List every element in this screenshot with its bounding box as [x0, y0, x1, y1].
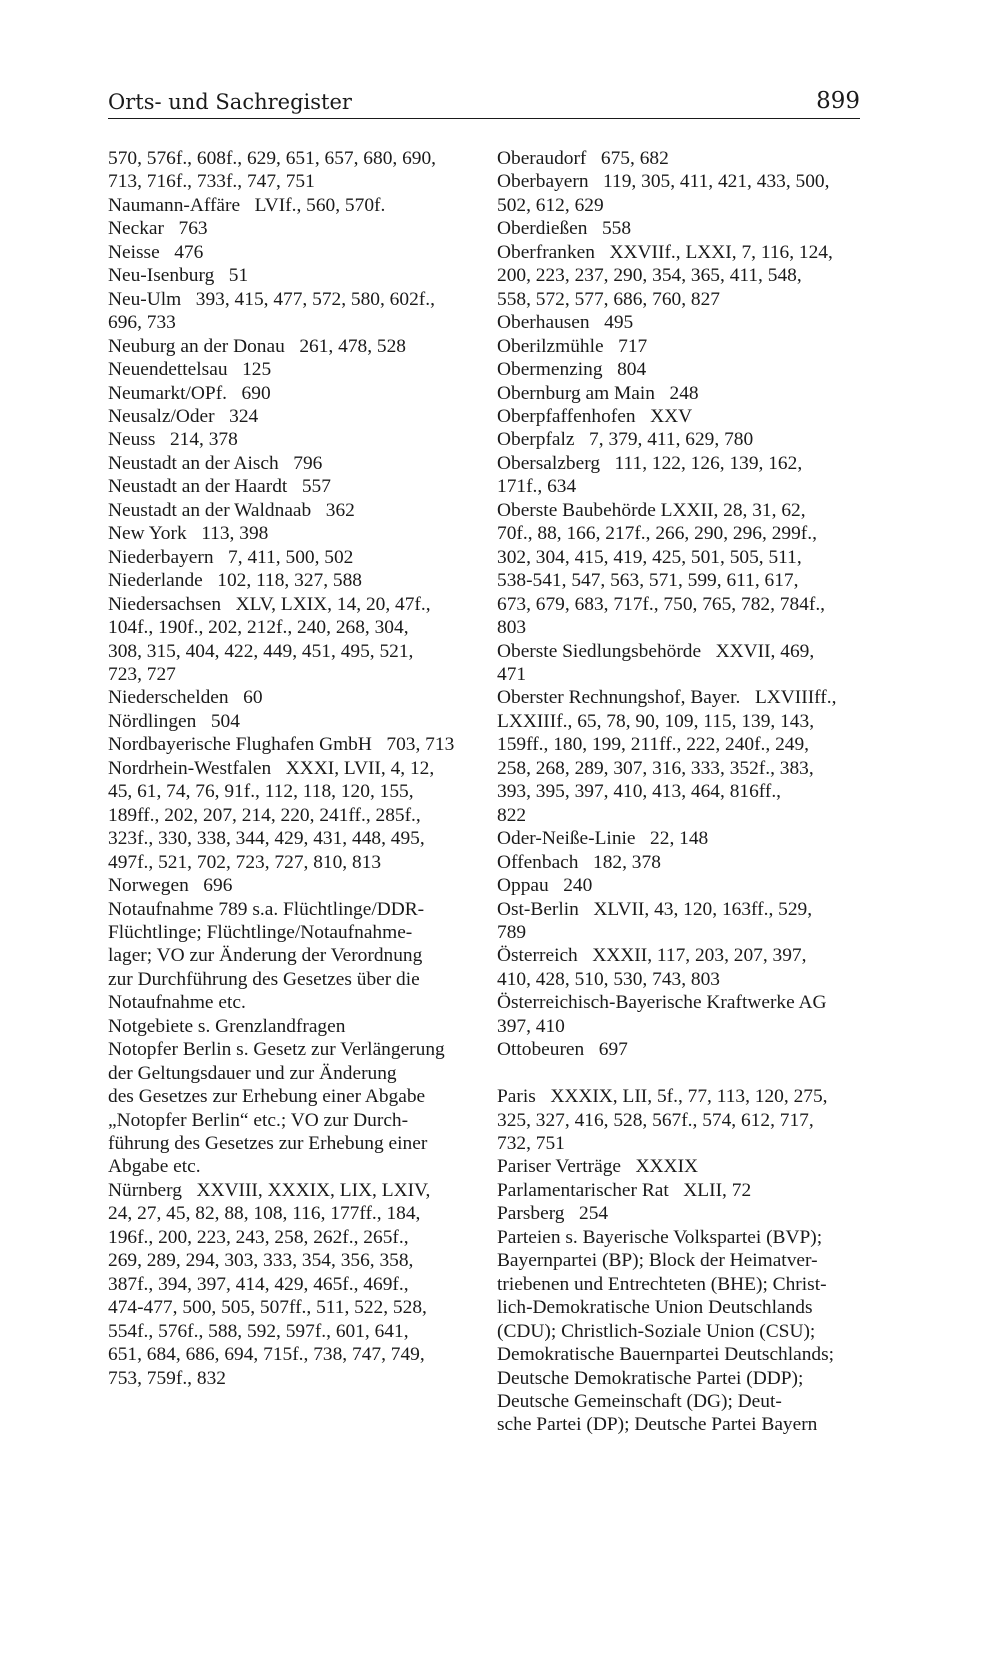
index-entry-line: Ottobeuren 697: [497, 1039, 628, 1061]
index-entry: [497, 686, 865, 827]
index-entry: [108, 264, 473, 287]
index-entry: [497, 382, 865, 405]
index-entry-line: Neckar 763: [108, 218, 208, 240]
index-entry-line: 570, 576f., 608f., 629, 651, 657, 680, 690,: [108, 148, 437, 169]
index-entry-line: Oberilzmühle 717: [497, 335, 648, 357]
index-entry: [108, 382, 473, 405]
index-entry-line: Oberaudorf 675, 682: [497, 148, 669, 169]
index-entry-line: 723, 727: [108, 663, 176, 685]
index-entry-line: Abgabe etc.: [108, 1156, 201, 1178]
index-entry-line: Nordrhein-Westfalen XXXI, LVII, 4, 12,: [108, 757, 435, 779]
index-entry-line: triebenen und Entrechteten (BHE); Christ-: [497, 1273, 827, 1295]
index-entry: [497, 874, 865, 897]
index-entry-line: Offenbach 182, 378: [497, 851, 661, 873]
index-entry-line: 159ff., 180, 199, 211ff., 222, 240f., 249,: [497, 734, 810, 756]
index-entry-line: Neustadt an der Waldnaab 362: [108, 499, 355, 521]
index-entry: [497, 499, 865, 640]
index-entry: [497, 405, 865, 428]
index-entry: [108, 898, 473, 1015]
index-entry-line: 803: [497, 617, 527, 639]
index-entry-line: 410, 428, 510, 530, 743, 803: [497, 968, 720, 990]
index-entry-line: Parteien s. Bayerische Volkspartei (BVP);: [497, 1226, 823, 1248]
section-spacer: [497, 1062, 865, 1085]
index-entry-line: 308, 315, 404, 422, 449, 451, 495, 521,: [108, 640, 414, 662]
index-entry-line: 189ff., 202, 207, 214, 220, 241ff., 285f.,: [108, 804, 421, 826]
index-entry-line: 325, 327, 416, 528, 567f., 574, 612, 717,: [497, 1109, 814, 1131]
index-entry: [108, 241, 473, 264]
index-entry-line: Notaufnahme etc.: [108, 992, 246, 1014]
index-entry-line: Österreich XXXII, 117, 203, 207, 397,: [497, 945, 807, 967]
index-entry-line: 258, 268, 289, 307, 316, 333, 352f., 383,: [497, 757, 814, 779]
index-entry: [108, 147, 473, 194]
index-entry: [108, 522, 473, 545]
index-entry: [108, 1015, 473, 1038]
index-entry: [108, 358, 473, 381]
index-entry-line: Niederbayern 7, 411, 500, 502: [108, 546, 354, 568]
index-entry-line: 673, 679, 683, 717f., 750, 765, 782, 784f.,: [497, 593, 826, 615]
index-entry: [108, 546, 473, 569]
index-entry: [108, 733, 473, 756]
index-entry-line: Niedersachsen XLV, LXIX, 14, 20, 47f.,: [108, 593, 431, 615]
index-entry-line: New York 113, 398: [108, 523, 269, 545]
index-entry-line: Ost-Berlin XLVII, 43, 120, 163ff., 529,: [497, 898, 813, 920]
index-entry: [108, 757, 473, 874]
index-entry-line: 471: [497, 663, 527, 685]
index-entry-line: der Geltungsdauer und zur Änderung: [108, 1062, 397, 1084]
index-entry-line: sche Partei (DP); Deutsche Partei Bayern: [497, 1414, 818, 1436]
index-entry: [108, 686, 473, 709]
page-header: [108, 82, 860, 119]
index-entry-line: Oberdießen 558: [497, 218, 632, 240]
index-entry: [497, 428, 865, 451]
index-entry-line: Niederlande 102, 118, 327, 588: [108, 570, 362, 592]
index-entry-line: Demokratische Bauernpartei Deutschlands;: [497, 1344, 835, 1366]
index-entry-line: 753, 759f., 832: [108, 1367, 226, 1389]
index-entry-line: 397, 410: [497, 1015, 565, 1037]
index-entry-line: Neustadt an der Haardt 557: [108, 476, 331, 498]
index-entry: [108, 499, 473, 522]
index-entry-line: des Gesetzes zur Erhebung einer Abgabe: [108, 1086, 426, 1108]
index-entry: [497, 1155, 865, 1178]
index-entry-line: (CDU); Christlich-Soziale Union (CSU);: [497, 1320, 816, 1342]
running-title: Orts- und Sachregister: [108, 90, 352, 114]
index-entry-line: 104f., 190f., 202, 212f., 240, 268, 304,: [108, 617, 409, 639]
index-entry-line: 732, 751: [497, 1133, 565, 1155]
index-entry-line: Obersalzberg 111, 122, 126, 139, 162,: [497, 452, 803, 474]
index-entry: [108, 569, 473, 592]
index-entry: [497, 1179, 865, 1202]
index-entry-line: 200, 223, 237, 290, 354, 365, 411, 548,: [497, 265, 802, 287]
index-entry-line: Obermenzing 804: [497, 359, 647, 381]
index-entry-line: Flüchtlinge; Flüchtlinge/Notaufnahme-: [108, 921, 413, 943]
index-entry-line: Niederschelden 60: [108, 687, 263, 709]
index-entry-line: LXXIIIf., 65, 78, 90, 109, 115, 139, 143,: [497, 710, 815, 732]
index-entry-line: Neustadt an der Aisch 796: [108, 452, 323, 474]
index-entry-line: Neisse 476: [108, 241, 204, 263]
index-entry-line: Oberbayern 119, 305, 411, 421, 433, 500,: [497, 171, 830, 193]
index-entry-line: 171f., 634: [497, 476, 577, 498]
index-entry-line: Paris XXXIX, LII, 5f., 77, 113, 120, 275,: [497, 1086, 828, 1108]
index-entry: [108, 452, 473, 475]
index-entry-line: Pariser Verträge XXXIX: [497, 1156, 699, 1178]
index-entry-line: Notgebiete s. Grenzlandfragen: [108, 1015, 346, 1037]
index-entry-line: Oberfranken XXVIIf., LXXI, 7, 116, 124,: [497, 241, 833, 263]
index-entry-line: 822: [497, 804, 527, 826]
index-entry-line: Oppau 240: [497, 875, 593, 897]
index-entry-line: 393, 395, 397, 410, 413, 464, 816ff.,: [497, 781, 782, 803]
index-entry-line: Deutsche Demokratische Partei (DDP);: [497, 1367, 804, 1389]
index-entry: [497, 1085, 865, 1155]
index-entry: [108, 710, 473, 733]
index-entry: [108, 1038, 473, 1179]
index-entry: [497, 452, 865, 499]
index-entry: [108, 405, 473, 428]
index-entry-line: Nördlingen 504: [108, 710, 240, 732]
index-column-right: [497, 147, 865, 1437]
index-entry-line: Oberster Rechnungshof, Bayer. LXVIIIff.,: [497, 687, 837, 709]
index-entry: [497, 640, 865, 687]
index-entry-line: Österreichisch-Bayerische Kraftwerke AG: [497, 992, 827, 1014]
index-entry-line: Neuendettelsau 125: [108, 359, 272, 381]
index-entry: [108, 217, 473, 240]
index-entry-line: Parlamentarischer Rat XLII, 72: [497, 1179, 752, 1201]
index-entry-line: 497f., 521, 702, 723, 727, 810, 813: [108, 851, 382, 873]
index-entry: [497, 1038, 865, 1061]
index-entry-line: 651, 684, 686, 694, 715f., 738, 747, 749,: [108, 1344, 425, 1366]
index-entry: [497, 851, 865, 874]
index-entry-line: „Notopfer Berlin“ etc.; VO zur Durch-: [108, 1109, 409, 1131]
index-entry-line: Oberhausen 495: [497, 312, 634, 334]
index-entry: [497, 311, 865, 334]
index-entry: [108, 475, 473, 498]
index-entry-line: 789: [497, 921, 527, 943]
index-entry: [497, 827, 865, 850]
index-entry-line: 196f., 200, 223, 243, 258, 262f., 265f.,: [108, 1226, 409, 1248]
index-entry-line: Bayernpartei (BP); Block der Heimatver-: [497, 1250, 818, 1272]
index-entry: [497, 898, 865, 945]
index-entry-line: Neusalz/Oder 324: [108, 405, 259, 427]
index-entry-line: 24, 27, 45, 82, 88, 108, 116, 177ff., 184,: [108, 1203, 421, 1225]
index-entry-line: Nürnberg XXVIII, XXXIX, LIX, LXIV,: [108, 1179, 431, 1201]
index-entry-line: 474-477, 500, 505, 507ff., 511, 522, 528,: [108, 1297, 427, 1319]
index-entry-line: Nordbayerische Flughafen GmbH 703, 713: [108, 734, 455, 756]
index-entry-line: 502, 612, 629: [497, 194, 604, 216]
index-entry-line: führung des Gesetzes zur Erhebung einer: [108, 1133, 428, 1155]
index-entry-line: Oberste Siedlungsbehörde XXVII, 469,: [497, 640, 815, 662]
index-entry-line: 387f., 394, 397, 414, 429, 465f., 469f.,: [108, 1273, 409, 1295]
index-entry-line: Neuburg an der Donau 261, 478, 528: [108, 335, 406, 357]
index-entry: [108, 1179, 473, 1390]
index-entry-line: Oberpfaffenhofen XXV: [497, 405, 693, 427]
page-number: 899: [816, 88, 860, 114]
index-entry-line: Naumann-Affäre LVIf., 560, 570f.: [108, 194, 386, 216]
index-entry: [497, 1226, 865, 1437]
index-entry-line: Norwegen 696: [108, 875, 233, 897]
index-entry-line: Neumarkt/OPf. 690: [108, 382, 271, 404]
index-entry-line: Oder-Neiße-Linie 22, 148: [497, 828, 709, 850]
index-entry-line: 302, 304, 415, 419, 425, 501, 505, 511,: [497, 546, 802, 568]
index-entry: [497, 358, 865, 381]
index-entry: [497, 170, 865, 217]
index-entry: [108, 288, 473, 335]
index-entry-line: Oberste Baubehörde LXXII, 28, 31, 62,: [497, 499, 806, 521]
index-entry-line: Obernburg am Main 248: [497, 382, 699, 404]
index-entry-line: Parsberg 254: [497, 1203, 609, 1225]
index-entry-line: Neuss 214, 378: [108, 429, 238, 451]
index-entry: [497, 1202, 865, 1225]
index-entry-line: 269, 289, 294, 303, 333, 354, 356, 358,: [108, 1250, 414, 1272]
index-entry-line: zur Durchführung des Gesetzes über die: [108, 968, 420, 990]
index-entry: [108, 593, 473, 687]
index-entry-line: 323f., 330, 338, 344, 429, 431, 448, 495,: [108, 828, 425, 850]
index-entry: [497, 335, 865, 358]
index-column-left: [108, 147, 473, 1390]
index-entry-line: Neu-Isenburg 51: [108, 265, 249, 287]
index-entry-line: lager; VO zur Änderung der Verordnung: [108, 945, 423, 967]
index-entry: [497, 217, 865, 240]
index-entry-line: 45, 61, 74, 76, 91f., 112, 118, 120, 155,: [108, 781, 414, 803]
index-entry-line: 558, 572, 577, 686, 760, 827: [497, 288, 720, 310]
index-entry-line: Notopfer Berlin s. Gesetz zur Verlängerung: [108, 1039, 445, 1061]
index-entry: [108, 335, 473, 358]
index-entry-line: 538-541, 547, 563, 571, 599, 611, 617,: [497, 570, 799, 592]
index-entry-line: Deutsche Gemeinschaft (DG); Deut-: [497, 1391, 782, 1412]
index-entry-line: 696, 733: [108, 312, 176, 334]
index-entry: [497, 241, 865, 311]
index-entry-line: 70f., 88, 166, 217f., 266, 290, 296, 299f.,: [497, 523, 817, 545]
index-entry: [497, 944, 865, 991]
index-entry: [108, 874, 473, 897]
index-entry-line: 713, 716f., 733f., 747, 751: [108, 171, 315, 193]
index-entry: [108, 428, 473, 451]
index-entry-line: Oberpfalz 7, 379, 411, 629, 780: [497, 429, 754, 451]
index-entry: [108, 194, 473, 217]
index-entry: [497, 991, 865, 1038]
index-entry-line: Neu-Ulm 393, 415, 477, 572, 580, 602f.,: [108, 288, 435, 310]
index-entry-line: lich-Demokratische Union Deutschlands: [497, 1297, 813, 1319]
index-entry: [497, 147, 865, 170]
index-entry-line: 554f., 576f., 588, 592, 597f., 601, 641,: [108, 1320, 409, 1342]
index-entry-line: Notaufnahme 789 s.a. Flüchtlinge/DDR-: [108, 898, 425, 920]
